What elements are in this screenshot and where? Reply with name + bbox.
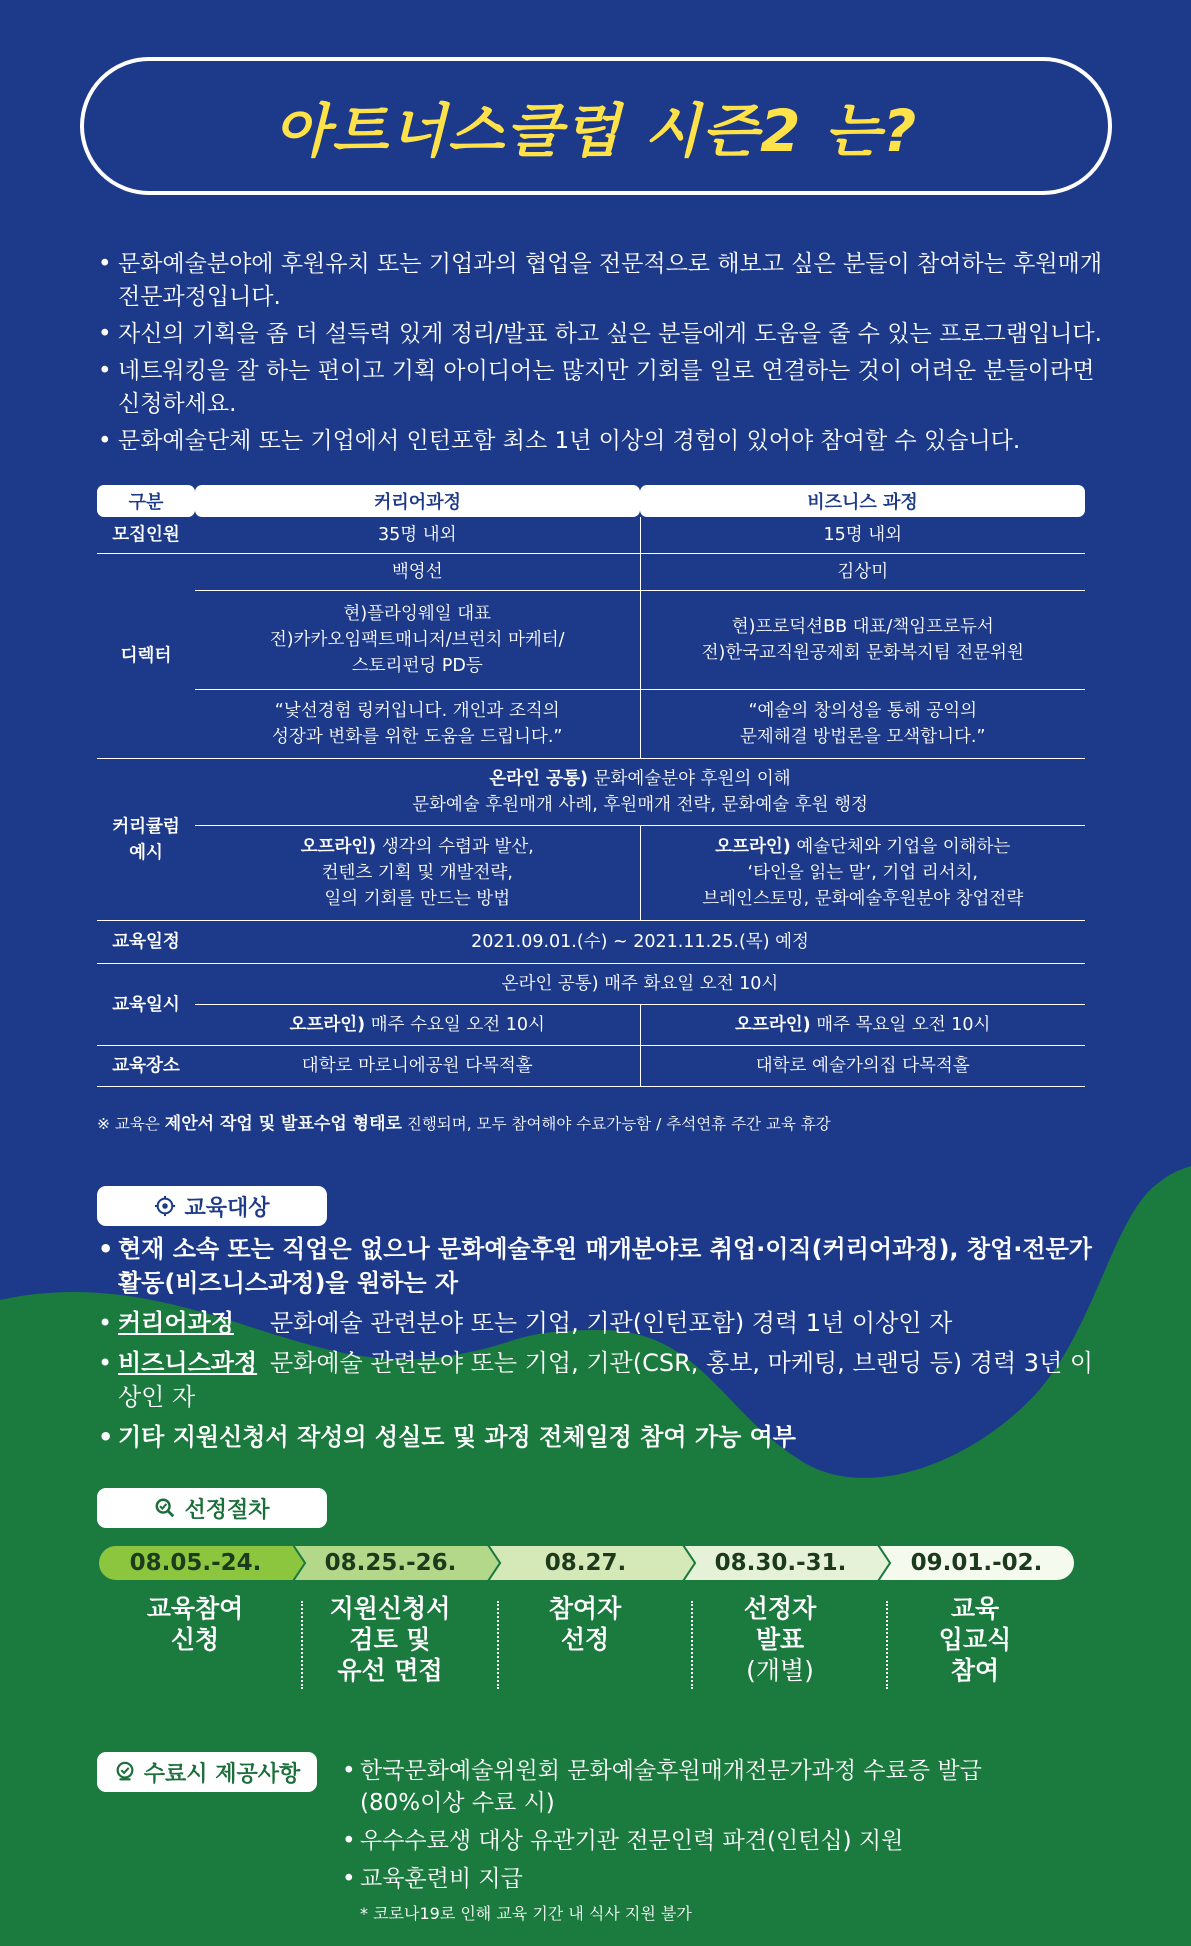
row-recruit: [97, 517, 1085, 554]
step-label-5: [895, 1593, 1055, 1686]
text-line: 스토리펀딩 PD등: [351, 656, 483, 676]
intro-item: • 자신의 기획을 좀 더 설득력 있게 정리/발표 하고 싶은 분들에게 도움을 줄 수 있는 프로그램입니다.: [98, 318, 1108, 351]
intro-item: • 네트워킹을 잘 하는 편이고 기획 아이디어는 많지만 기회를 일로 연결하는 것이 어려운 분들이라면 신청하세요.: [98, 355, 1108, 421]
step-date-3: 08.27.: [544, 1550, 627, 1576]
intro-list: [98, 248, 1108, 462]
table-header-row: [97, 485, 1085, 517]
row-time-offline: [97, 1005, 1085, 1046]
step-date-4: 08.30.-31.: [714, 1550, 847, 1576]
text-line: [201, 766, 1079, 792]
step-date-5: 09.01.-02.: [910, 1550, 1043, 1576]
text-line: 전)한국교직원공제회 문화복지팀 전문위원: [701, 643, 1024, 663]
target-label: 커리어과정: [118, 1309, 234, 1337]
text-line: 지원신청서: [329, 1594, 451, 1623]
text: 매주 목요일 오전 10시: [810, 1015, 991, 1035]
text: 매주 수요일 오전 10시: [365, 1015, 545, 1035]
table-note: [97, 1109, 831, 1134]
step-label-1: [115, 1593, 275, 1655]
text: 예술단체와 기업을 이해하는: [790, 837, 1011, 857]
row-director-quote: [97, 690, 1085, 759]
text: (80%이상 수료 시): [360, 1790, 555, 1816]
selection-step-bar: [98, 1545, 1075, 1581]
target-item: [98, 1346, 1108, 1414]
text-line: [201, 834, 634, 860]
step-label-3: [505, 1593, 665, 1655]
text-line: 컨텐츠 기획 및 개발전략,: [321, 863, 513, 883]
text-line: 일의 기회를 만드는 방법: [324, 889, 511, 909]
text-line: 유선 면접: [337, 1656, 443, 1685]
cell: 35명 내외: [195, 517, 640, 554]
section-title: 수료시 제공사항: [143, 1761, 301, 1787]
section-title: 교육대상: [184, 1195, 270, 1221]
text-line: 검토 및: [349, 1625, 431, 1654]
row-label: 모집인원: [97, 517, 195, 554]
bold-text: 오프라인): [735, 1015, 811, 1035]
text-line: 입교식: [938, 1625, 1012, 1654]
text-line: 신청: [170, 1625, 220, 1654]
header-category: 구분: [97, 485, 195, 517]
text-line: 교육참여: [146, 1594, 244, 1623]
step-date-2: 08.25.-26.: [324, 1550, 457, 1576]
target-item: • 기타 지원신청서 작성의 성실도 및 과정 전체일정 참여 가능 여부: [98, 1420, 1108, 1454]
selection-step-labels: [98, 1593, 1075, 1697]
step-date-1: 08.05.-24.: [129, 1550, 262, 1576]
bold-text: 제안서 작업 및 발표수업 형태로: [164, 1114, 402, 1134]
step-divider: [691, 1601, 693, 1689]
cell: [195, 826, 640, 921]
cell: [195, 759, 1085, 826]
text: 생각의 수렴과 발산,: [376, 837, 534, 857]
intro-item: • 문화예술분야에 후원유치 또는 기업과의 협업을 전문적으로 해보고 싶은 분들이 참여하는 후원매개 전문과정입니다.: [98, 248, 1108, 314]
text-line: “낯선경험 링커입니다. 개인과 조직의: [274, 701, 560, 721]
text-line: “예술의 창의성을 통해 공익의: [748, 701, 978, 721]
intro-item: • 문화예술단체 또는 기업에서 인턴포함 최소 1년 이상의 경험이 있어야 참여할 수 있습니다.: [98, 425, 1108, 458]
cell: [195, 591, 640, 690]
cell: [640, 690, 1085, 759]
completion-item: • 교육훈련비 지급: [342, 1863, 1102, 1895]
text: ※ 교육은: [97, 1115, 165, 1133]
text-line: 문화예술 후원매개 사례, 후원매개 전략, 문화예술 후원 행정: [412, 795, 868, 815]
row-place: [97, 1046, 1085, 1087]
text-line: 예시: [129, 842, 163, 863]
bold-text: 온라인 공통): [489, 769, 588, 789]
target-icon: [154, 1195, 176, 1217]
cell: 백영선: [195, 554, 640, 591]
title-banner: [80, 57, 1112, 195]
cell: [640, 591, 1085, 690]
text-line: 선정자: [743, 1594, 817, 1623]
section-pill-selection: [97, 1488, 327, 1528]
text: 문화예술 관련분야 또는 기업, 기관(CSR, 홍보, 마케팅, 브랜딩 등) 경력 3년 이상인 자: [118, 1349, 1094, 1411]
bold-text: 오프라인): [715, 837, 791, 857]
cell: [640, 1005, 1085, 1046]
bold-text: 오프라인): [289, 1015, 366, 1035]
step-label-2: [310, 1593, 470, 1686]
row-schedule: [97, 921, 1085, 964]
text-line: 현)플라잉웨일 대표: [343, 604, 492, 624]
covid-note: * 코로나19로 인해 교육 기간 내 식사 지원 불가: [360, 1904, 692, 1923]
step-divider: [497, 1601, 499, 1689]
target-list: [98, 1232, 1108, 1460]
cell: 15명 내외: [640, 517, 1085, 554]
text-line: 참여: [950, 1656, 1000, 1685]
cell: 2021.09.01.(수) ~ 2021.11.25.(목) 예정: [195, 921, 1085, 964]
text-line: 브레인스토밍, 문화예술후원분야 창업전략: [702, 889, 1024, 909]
text: 한국문화예술위원회 문화예술후원매개전문가과정 수료증 발급: [360, 1758, 982, 1784]
page-title: 아트너스클럽 시즌2 는?: [273, 97, 919, 165]
header-business: 비즈니스 과정: [640, 485, 1085, 517]
cell: [195, 1005, 640, 1046]
step-divider: [886, 1601, 888, 1689]
bold-text: 오프라인): [300, 837, 377, 857]
badge-check-icon: [114, 1761, 136, 1783]
text-line: 현)프로덕션BB 대표/책임프로듀서: [731, 617, 994, 637]
step-label-4: [700, 1593, 860, 1686]
row-director-bio: [97, 591, 1085, 690]
row-curriculum-offline: [97, 826, 1085, 921]
text-line: 교육: [950, 1594, 1000, 1623]
text-line: (개별): [746, 1656, 814, 1685]
text-line: [647, 834, 1080, 860]
cell: [640, 826, 1085, 921]
text-line: 참여자: [548, 1594, 622, 1623]
text-line: 커리큘럼: [112, 816, 180, 837]
section-pill-completion: [97, 1752, 317, 1792]
target-item: • 현재 소속 또는 직업은 없으나 문화예술후원 매개분야로 취업·이직(커리어과정), 창업·전문가 활동(비즈니스과정)을 원하는 자: [98, 1232, 1108, 1300]
text: 진행되며, 모두 참여해야 수료가능함 / 추석연휴 주간 교육 휴강: [401, 1115, 831, 1133]
row-label: [97, 759, 195, 921]
search-check-icon: [154, 1497, 176, 1519]
completion-item: • 우수수료생 대상 유관기관 전문인력 파견(인턴십) 지원: [342, 1825, 1102, 1857]
text: 문화예술분야 후원의 이해: [587, 769, 791, 789]
text-line: ‘타인을 읽는 말’, 기업 리서치,: [747, 863, 978, 883]
text-line: 문제해결 방법론을 모색합니다.”: [739, 727, 986, 747]
course-table: [97, 485, 1085, 1087]
row-label: 디렉터: [97, 554, 195, 759]
text-line: 선정: [560, 1625, 610, 1654]
row-label: 교육장소: [97, 1046, 195, 1087]
cell: 김상미: [640, 554, 1085, 591]
course-table-wrap: [97, 485, 1085, 1087]
header-career: 커리어과정: [195, 485, 640, 517]
target-label: 비즈니스과정: [118, 1349, 258, 1377]
cell: [195, 690, 640, 759]
row-time-online: [97, 964, 1085, 1005]
target-item: [98, 1306, 1108, 1340]
section-pill-target: [97, 1186, 327, 1226]
cell: 온라인 공통) 매주 화요일 오전 10시: [195, 964, 1085, 1005]
text-line: 발표: [755, 1625, 805, 1654]
row-label: 교육일정: [97, 921, 195, 964]
cell: 대학로 마로니에공원 다목적홀: [195, 1046, 640, 1087]
step-divider: [301, 1601, 303, 1689]
section-title: 선정절차: [184, 1497, 270, 1523]
text-line: 전)카카오임팩트매니저/브런치 마케터/: [269, 630, 565, 650]
completion-list: [342, 1755, 1102, 1901]
cell: 대학로 예술가의집 다목적홀: [640, 1046, 1085, 1087]
completion-item: [342, 1755, 1102, 1819]
text: 문화예술 관련분야 또는 기업, 기관(인턴포함) 경력 1년 이상인 자: [270, 1309, 953, 1337]
text-line: 성장과 변화를 위한 도움을 드립니다.”: [272, 727, 563, 747]
row-director-name: [97, 554, 1085, 591]
row-curriculum-online: [97, 759, 1085, 826]
row-label: 교육일시: [97, 964, 195, 1046]
